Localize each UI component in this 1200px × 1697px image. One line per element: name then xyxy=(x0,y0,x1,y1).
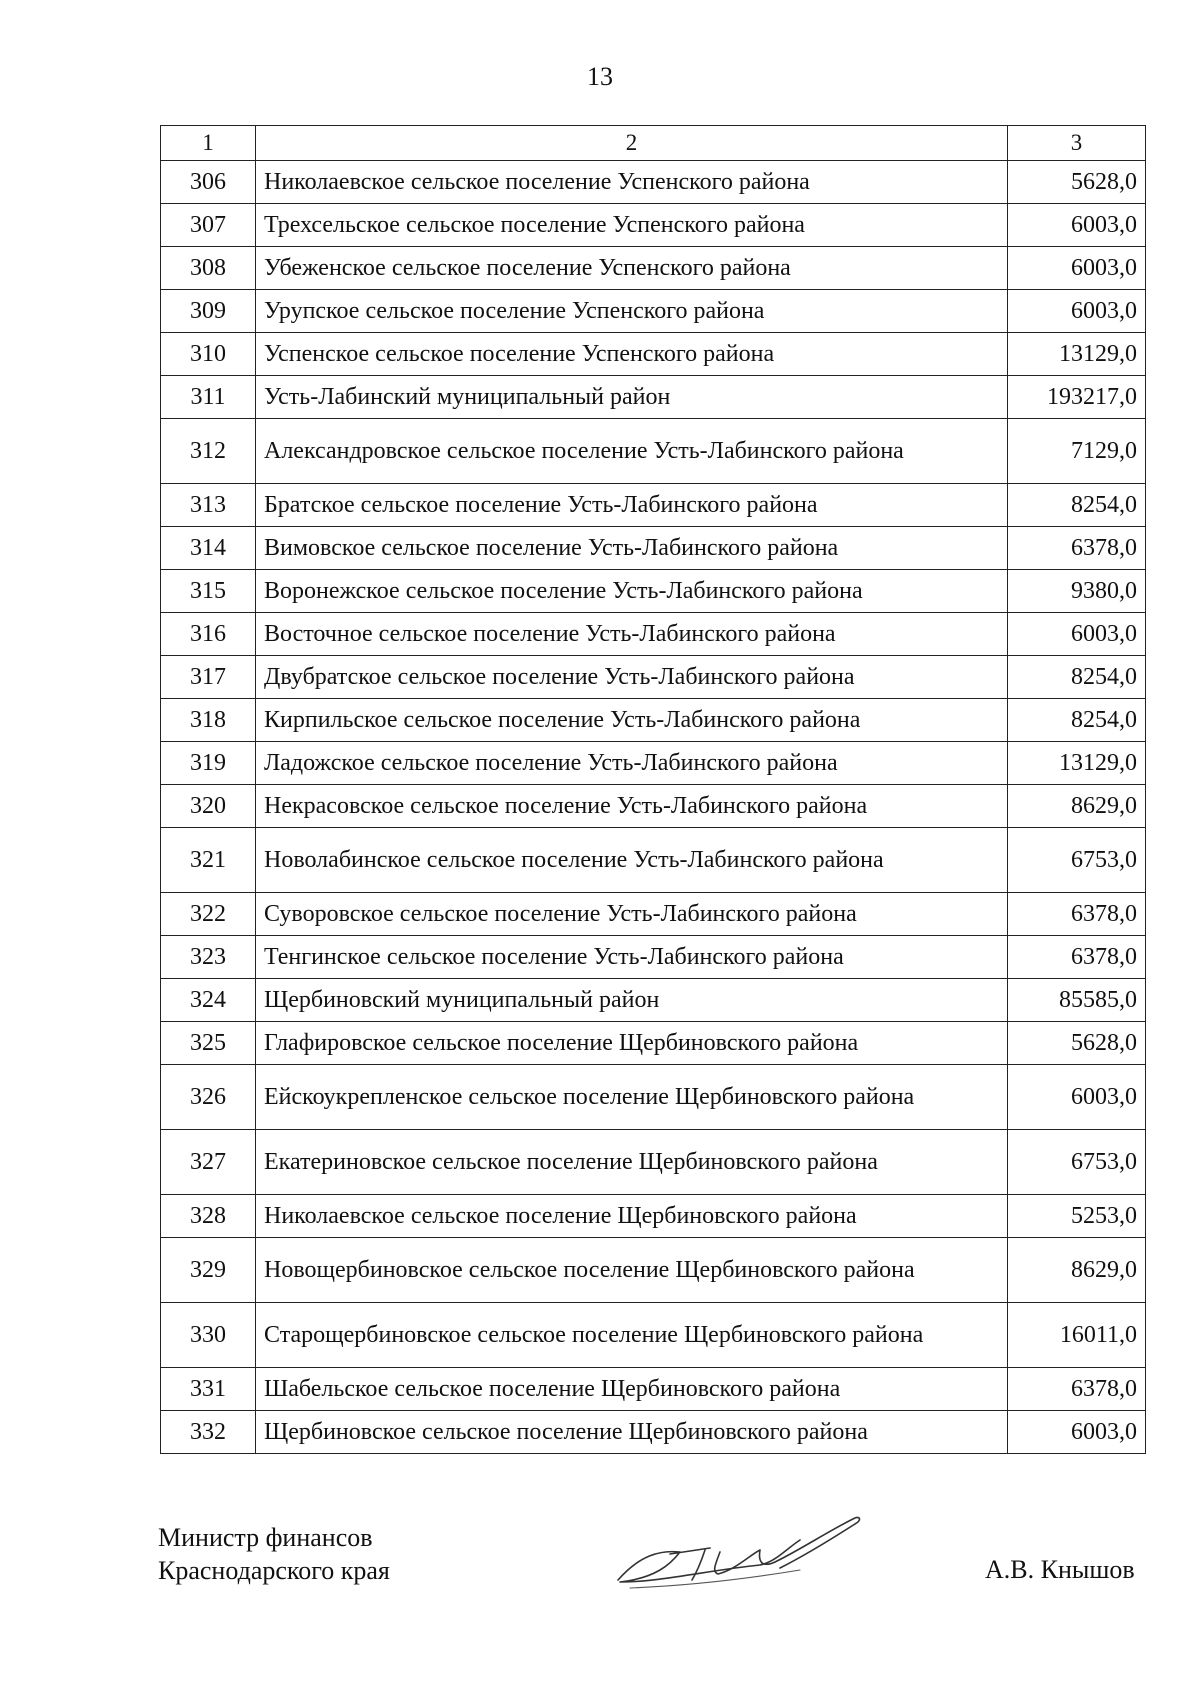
row-number: 307 xyxy=(161,204,256,247)
municipality-name: Суворовское сельское поселение Усть-Лабинского района xyxy=(256,893,1008,936)
municipality-name: Екатериновское сельское поселение Щербиновского района xyxy=(256,1130,1008,1195)
column-header-name: 2 xyxy=(256,126,1008,161)
table-row xyxy=(161,290,1146,333)
row-number: 326 xyxy=(161,1065,256,1130)
signatory-name: А.В. Кнышов xyxy=(985,1555,1135,1584)
table-row xyxy=(161,1411,1146,1454)
municipality-name: Братское сельское поселение Усть-Лабинского района xyxy=(256,484,1008,527)
row-number: 310 xyxy=(161,333,256,376)
table-row xyxy=(161,979,1146,1022)
row-number: 325 xyxy=(161,1022,256,1065)
municipality-name: Вимовское сельское поселение Усть-Лабинского района xyxy=(256,527,1008,570)
table-row xyxy=(161,1303,1146,1368)
municipality-name: Новолабинское сельское поселение Усть-Лабинского района xyxy=(256,828,1008,893)
allocation-amount: 8629,0 xyxy=(1008,785,1146,828)
row-number: 323 xyxy=(161,936,256,979)
table-row xyxy=(161,247,1146,290)
row-number: 318 xyxy=(161,699,256,742)
municipality-name: Николаевское сельское поселение Успенского района xyxy=(256,161,1008,204)
allocation-amount: 8254,0 xyxy=(1008,484,1146,527)
row-number: 315 xyxy=(161,570,256,613)
handwritten-signature xyxy=(600,1510,880,1600)
municipality-name: Некрасовское сельское поселение Усть-Лабинского района xyxy=(256,785,1008,828)
allocation-amount: 13129,0 xyxy=(1008,333,1146,376)
table-header-row xyxy=(161,126,1146,161)
allocation-amount: 6753,0 xyxy=(1008,828,1146,893)
table-row xyxy=(161,613,1146,656)
row-number: 308 xyxy=(161,247,256,290)
row-number: 332 xyxy=(161,1411,256,1454)
municipality-name: Урупское сельское поселение Успенского района xyxy=(256,290,1008,333)
municipality-name: Восточное сельское поселение Усть-Лабинского района xyxy=(256,613,1008,656)
table-row xyxy=(161,656,1146,699)
page-number: 13 xyxy=(587,62,613,91)
allocation-amount: 7129,0 xyxy=(1008,419,1146,484)
allocation-amount: 6003,0 xyxy=(1008,613,1146,656)
allocation-amount: 6378,0 xyxy=(1008,936,1146,979)
table-row xyxy=(161,742,1146,785)
allocation-amount: 6753,0 xyxy=(1008,1130,1146,1195)
table-row xyxy=(161,204,1146,247)
table-row xyxy=(161,570,1146,613)
row-number: 331 xyxy=(161,1368,256,1411)
table-row xyxy=(161,828,1146,893)
allocation-amount: 85585,0 xyxy=(1008,979,1146,1022)
allocation-amount: 16011,0 xyxy=(1008,1303,1146,1368)
table-row xyxy=(161,419,1146,484)
allocation-amount: 6003,0 xyxy=(1008,247,1146,290)
row-number: 321 xyxy=(161,828,256,893)
municipality-name: Старощербиновское сельское поселение Щербиновского района xyxy=(256,1303,1008,1368)
signatory-position xyxy=(158,1522,390,1587)
municipality-name: Убеженское сельское поселение Успенского района xyxy=(256,247,1008,290)
row-number: 313 xyxy=(161,484,256,527)
row-number: 328 xyxy=(161,1195,256,1238)
municipality-name: Тенгинское сельское поселение Усть-Лабинского района xyxy=(256,936,1008,979)
allocation-amount: 8254,0 xyxy=(1008,699,1146,742)
row-number: 319 xyxy=(161,742,256,785)
allocation-amount: 6003,0 xyxy=(1008,204,1146,247)
row-number: 306 xyxy=(161,161,256,204)
row-number: 311 xyxy=(161,376,256,419)
allocation-amount: 9380,0 xyxy=(1008,570,1146,613)
table-row xyxy=(161,484,1146,527)
row-number: 322 xyxy=(161,893,256,936)
municipality-name: Усть-Лабинский муниципальный район xyxy=(256,376,1008,419)
table-row xyxy=(161,1065,1146,1130)
row-number: 314 xyxy=(161,527,256,570)
table-row xyxy=(161,1130,1146,1195)
row-number: 312 xyxy=(161,419,256,484)
allocation-amount: 5253,0 xyxy=(1008,1195,1146,1238)
row-number: 317 xyxy=(161,656,256,699)
table-row xyxy=(161,1022,1146,1065)
column-header-amount: 3 xyxy=(1008,126,1146,161)
allocation-table xyxy=(160,125,1146,1454)
municipality-name: Кирпильское сельское поселение Усть-Лабинского района xyxy=(256,699,1008,742)
allocation-amount: 5628,0 xyxy=(1008,161,1146,204)
allocation-amount: 5628,0 xyxy=(1008,1022,1146,1065)
table-row xyxy=(161,1368,1146,1411)
row-number: 327 xyxy=(161,1130,256,1195)
allocation-amount: 6378,0 xyxy=(1008,1368,1146,1411)
table-row xyxy=(161,376,1146,419)
table-row xyxy=(161,1195,1146,1238)
municipality-name: Щербиновский муниципальный район xyxy=(256,979,1008,1022)
municipality-name: Новощербиновское сельское поселение Щербиновского района xyxy=(256,1238,1008,1303)
municipality-name: Двубратское сельское поселение Усть-Лабинского района xyxy=(256,656,1008,699)
municipality-name: Николаевское сельское поселение Щербиновского района xyxy=(256,1195,1008,1238)
allocation-amount: 6378,0 xyxy=(1008,893,1146,936)
position-line-2: Краснодарского края xyxy=(158,1555,390,1585)
table-row xyxy=(161,936,1146,979)
municipality-name: Щербиновское сельское поселение Щербиновского района xyxy=(256,1411,1008,1454)
table-body xyxy=(161,161,1146,1454)
allocation-amount: 193217,0 xyxy=(1008,376,1146,419)
allocation-amount: 6378,0 xyxy=(1008,527,1146,570)
allocation-amount: 6003,0 xyxy=(1008,1411,1146,1454)
allocation-amount: 13129,0 xyxy=(1008,742,1146,785)
column-header-number: 1 xyxy=(161,126,256,161)
row-number: 316 xyxy=(161,613,256,656)
allocation-amount: 6003,0 xyxy=(1008,290,1146,333)
allocation-amount: 8254,0 xyxy=(1008,656,1146,699)
allocation-amount: 6003,0 xyxy=(1008,1065,1146,1130)
table-row xyxy=(161,893,1146,936)
municipality-name: Ейскоукрепленское сельское поселение Щербиновского района xyxy=(256,1065,1008,1130)
row-number: 329 xyxy=(161,1238,256,1303)
row-number: 320 xyxy=(161,785,256,828)
municipality-name: Александровское сельское поселение Усть-Лабинского района xyxy=(256,419,1008,484)
row-number: 309 xyxy=(161,290,256,333)
table-row xyxy=(161,333,1146,376)
municipality-name: Воронежское сельское поселение Усть-Лабинского района xyxy=(256,570,1008,613)
municipality-name: Успенское сельское поселение Успенского района xyxy=(256,333,1008,376)
table-row xyxy=(161,699,1146,742)
table-row xyxy=(161,161,1146,204)
municipality-name: Ладожское сельское поселение Усть-Лабинского района xyxy=(256,742,1008,785)
table-row xyxy=(161,527,1146,570)
municipality-name: Трехсельское сельское поселение Успенского района xyxy=(256,204,1008,247)
row-number: 330 xyxy=(161,1303,256,1368)
table-row xyxy=(161,1238,1146,1303)
table-row xyxy=(161,785,1146,828)
allocation-amount: 8629,0 xyxy=(1008,1238,1146,1303)
row-number: 324 xyxy=(161,979,256,1022)
position-line-1: Министр финансов xyxy=(158,1523,373,1552)
municipality-name: Шабельское сельское поселение Щербиновского района xyxy=(256,1368,1008,1411)
municipality-name: Глафировское сельское поселение Щербиновского района xyxy=(256,1022,1008,1065)
